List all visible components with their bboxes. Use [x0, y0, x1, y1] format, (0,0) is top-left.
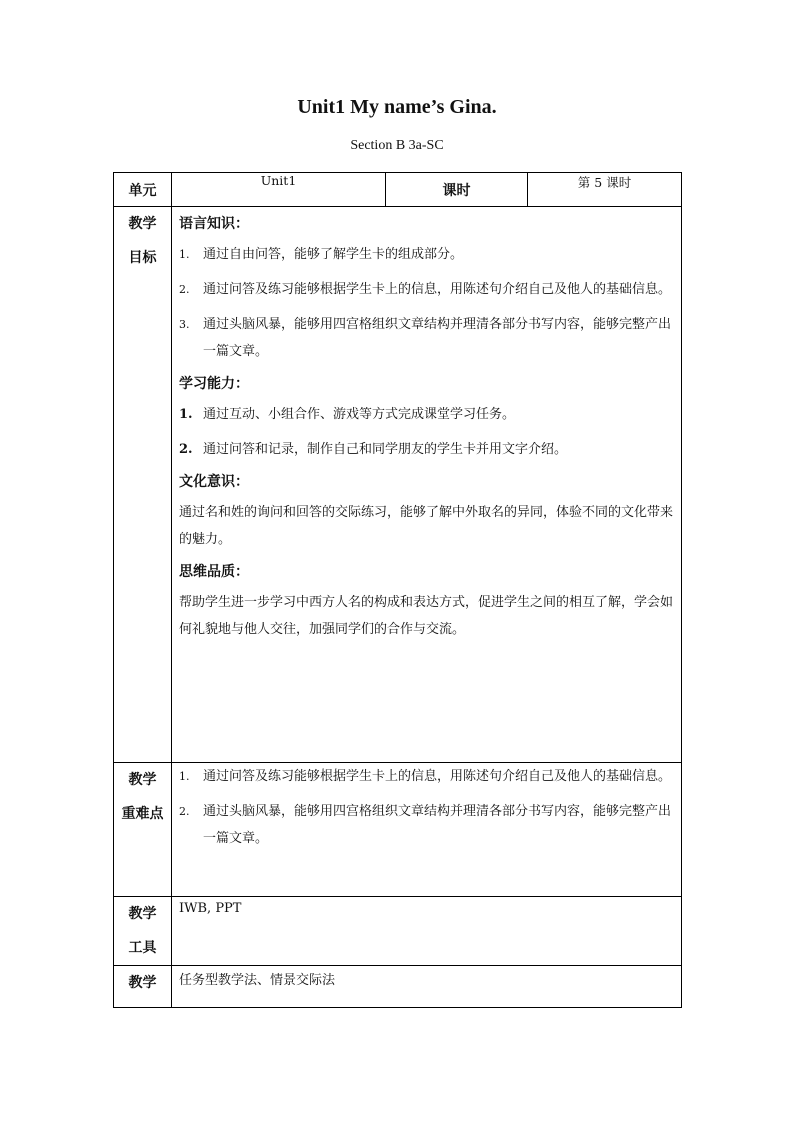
- goals-label-line2: 目标: [128, 250, 157, 266]
- thinking-text: 帮助学生进一步学习中西方人名的构成和表达方式，促进学生之间的相互了解，学会如何礼貌地与他人交往，加强同学们的合作与交流。: [179, 595, 674, 637]
- list-item: [179, 276, 675, 303]
- goals-content: [172, 207, 682, 763]
- methods-label: [114, 966, 172, 1008]
- item-number: 2.: [179, 805, 190, 818]
- methods-content: [172, 966, 682, 1008]
- tools-label-line1: 教学: [128, 906, 157, 922]
- culture-heading: 文化意识：: [179, 474, 249, 490]
- list-item: [179, 311, 675, 365]
- key-points-label-line2: 重难点: [121, 806, 164, 822]
- item-number: 1.: [179, 407, 193, 422]
- header-row: [114, 173, 682, 207]
- period-label: 课时: [386, 173, 528, 207]
- item-number: 3.: [179, 318, 190, 331]
- item-text: 通过头脑风暴，能够用四宫格组织文章结构并理清各部分书写内容，能够完整产出一篇文章。: [203, 317, 672, 359]
- goals-row: [114, 207, 682, 763]
- key-points-label-line1: 教学: [128, 772, 157, 788]
- methods-label-line1: 教学: [128, 975, 157, 991]
- item-number: 1.: [179, 248, 190, 261]
- key-points-content: [172, 763, 682, 897]
- tools-row: [114, 897, 682, 966]
- period-value: 第 5 课时: [528, 173, 682, 207]
- list-item: [179, 763, 675, 790]
- page-title: Unit1 My name’s Gina.: [297, 96, 497, 118]
- item-text: 通过问答及练习能够根据学生卡上的信息，用陈述句介绍自己及他人的基础信息。: [203, 282, 672, 297]
- ability-heading: 学习能力：: [179, 376, 249, 392]
- goals-label: [114, 207, 172, 763]
- tools-content: [172, 897, 682, 966]
- item-number: 1.: [179, 770, 190, 783]
- key-points-row: [114, 763, 682, 897]
- item-text: 通过问答和记录，制作自己和同学朋友的学生卡并用文字介绍。: [203, 442, 568, 457]
- unit-value: Unit1: [172, 173, 386, 207]
- item-number: 2.: [179, 442, 193, 457]
- item-text: 通过问答及练习能够根据学生卡上的信息，用陈述句介绍自己及他人的基础信息。: [203, 769, 672, 784]
- key-points-label: [114, 763, 172, 897]
- item-text: 通过互动、小组合作、游戏等方式完成课堂学习任务。: [203, 407, 516, 422]
- goals-label-line1: 教学: [128, 216, 157, 232]
- methods-value: 任务型教学法、情景交际法: [179, 973, 336, 988]
- tools-label: [114, 897, 172, 966]
- methods-row: [114, 966, 682, 1008]
- tools-label-line2: 工具: [128, 940, 157, 956]
- list-item: [179, 401, 675, 428]
- thinking-heading: 思维品质：: [179, 564, 249, 580]
- list-item: [179, 436, 675, 463]
- culture-text: 通过名和姓的询问和回答的交际练习，能够了解中外取名的异同，体验不同的文化带来的魅力。: [179, 505, 674, 547]
- lesson-plan-table: [113, 172, 682, 1008]
- item-number: 2.: [179, 283, 190, 296]
- unit-label: 单元: [114, 173, 172, 207]
- language-heading: 语言知识：: [179, 216, 249, 232]
- list-item: [179, 798, 675, 852]
- tools-value: IWB, PPT: [179, 901, 242, 916]
- item-text: 通过头脑风暴，能够用四宫格组织文章结构并理清各部分书写内容，能够完整产出一篇文章。: [203, 804, 672, 846]
- item-text: 通过自由问答，能够了解学生卡的组成部分。: [203, 247, 464, 262]
- list-item: [179, 241, 675, 268]
- page-subtitle: Section B 3a-SC: [350, 138, 444, 153]
